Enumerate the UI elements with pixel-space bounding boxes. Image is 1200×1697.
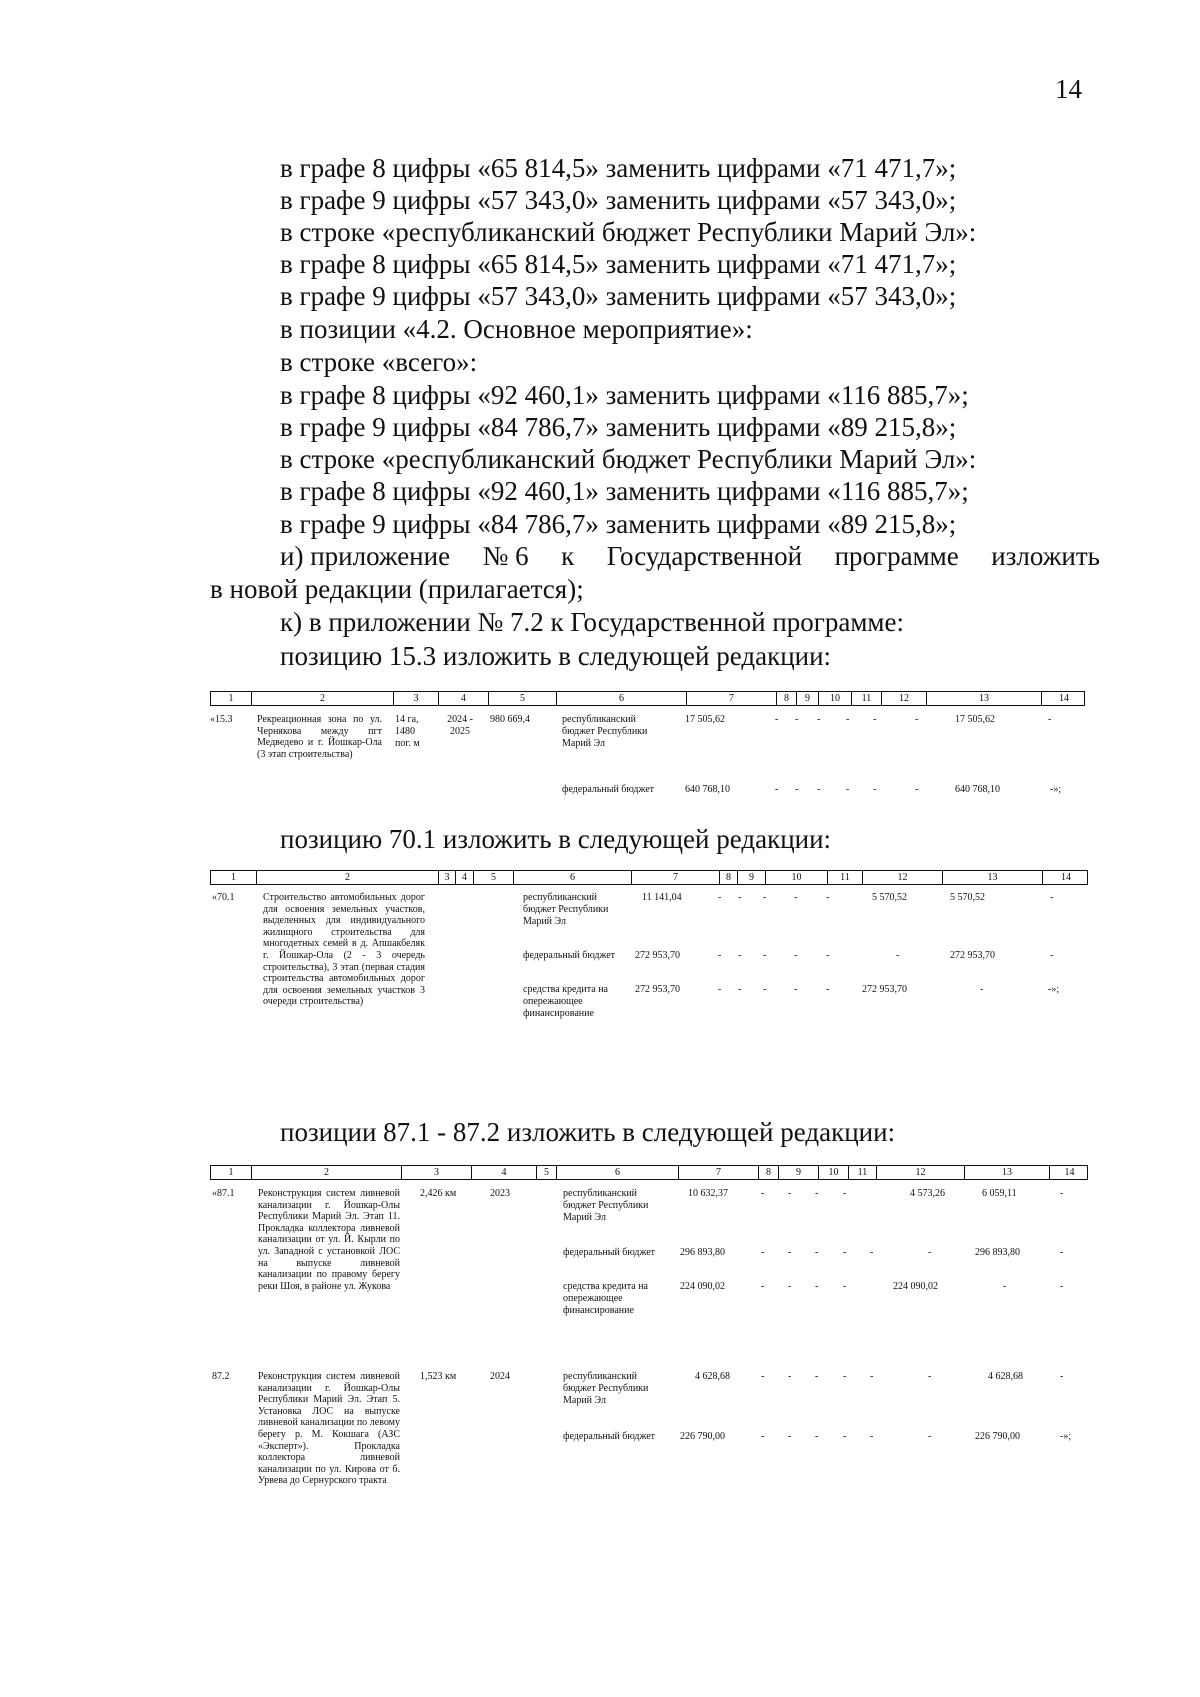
dash: - [817,714,821,725]
column-number: 6 [513,871,631,884]
value-col14: - [1050,950,1054,961]
dash: - [775,784,779,795]
funding-source: республиканский бюджет Республики Марий Эл [563,1371,649,1406]
column-number: 14 [1042,871,1089,884]
dash: - [794,892,798,903]
dash: - [788,1431,792,1442]
dash: - [795,784,799,795]
column-number: 7 [686,692,776,705]
dash: - [794,984,798,995]
column-number: 12 [862,871,942,884]
value-col12: 5 570,52 [872,892,907,903]
dash: - [843,1188,847,1199]
dash: - [846,714,850,725]
dash: - [843,1247,847,1258]
position-number: «15.3 [210,714,233,725]
item-k: к) в приложении № 7.2 к Государственной программе: [280,607,904,637]
dash: - [815,1247,819,1258]
value-col14: -»; [1048,984,1060,995]
section-heading: позицию 70.1 изложить в следующей редакции: [280,824,832,854]
section-heading: позиции 87.1 - 87.2 изложить в следующей редакции: [280,1117,896,1147]
dash: - [788,1247,792,1258]
value-col13: 640 768,10 [955,784,1000,795]
column-number: 14 [1041,692,1086,705]
dash: - [763,950,767,961]
paragraph: в позиции «4.2. Основное мероприятие»: [280,314,753,344]
funding-source: республиканский бюджет Республики Марий Эл [562,714,648,749]
table-header [210,870,1088,885]
value-col14: - [1048,714,1052,725]
value-col7: 17 505,62 [685,714,725,725]
paragraph: в графе 8 цифры «92 460,1» заменить цифрами «116 885,7»; [280,476,969,506]
item-i-continuation: в новой редакции (прилагается); [210,574,584,604]
funding-source: федеральный бюджет [563,1431,656,1442]
paragraph: в графе 8 цифры «65 814,5» заменить цифрами «71 471,7»; [280,153,957,183]
column-number: 1 [228,693,234,704]
value-col12: - [928,1431,932,1442]
dash: - [915,714,919,725]
column-number: 14 [1049,1166,1089,1179]
value-col13: 6 059,11 [982,1188,1017,1199]
years: 2023 [490,1188,510,1199]
column-number: 10 [818,692,851,705]
column-number: 1 [231,872,236,883]
item-i-word: Государственной [606,541,803,571]
dash: - [826,892,830,903]
column-number: 13 [926,692,1041,705]
column-number: 9 [796,692,818,705]
column-number: 12 [876,1166,964,1179]
value-col13: 4 628,68 [988,1371,1023,1382]
dash: - [795,714,799,725]
dash: - [815,1371,819,1382]
years: 2024 [490,1371,510,1382]
paragraph: в строке «республиканский бюджет Республики Марий Эл»: [280,444,977,474]
column-number: 10 [818,1166,848,1179]
column-number: 8 [758,1166,778,1179]
value-col14: - [1060,1188,1064,1199]
value-col14: - [1060,1371,1064,1382]
paragraph: в графе 9 цифры «84 786,7» заменить цифрами «89 215,8»; [280,509,957,539]
dash: - [873,714,877,725]
value-col12: - [928,1247,932,1258]
value-col7: 11 141,04 [642,892,682,903]
column-number: 11 [848,1166,876,1179]
funding-source: республиканский бюджет Республики Марий Эл [563,1188,649,1223]
dash: - [763,892,767,903]
column-number: 8 [719,871,737,884]
value-col13: 5 570,52 [950,892,985,903]
column-number: 11 [827,871,862,884]
value-col7: 226 790,00 [680,1431,725,1442]
column-number: 2 [251,692,393,705]
table-position-15-3 [210,691,1085,811]
column-number: 2 [256,871,438,884]
dash: - [738,984,742,995]
value-col13: 17 505,62 [955,714,995,725]
dash: - [843,1431,847,1442]
dash: - [738,950,742,961]
dash: - [718,984,722,995]
object-description: Реконструкция систем ливневой канализации г. Йошкар-Олы Республики Марий Эл. Этап 11. Прокладка коллектора ливневой канализации от ул. Й. Кырли по ул. Западной с установкой ЛОС на выпуске ливневой канализации по правому берегу реки Шоя, в районе ул. Жукова [258,1188,400,1292]
value-col12: 272 953,70 [862,984,907,995]
value-col13: - [980,984,984,995]
column-number: 13 [942,871,1042,884]
value-col12: - [896,950,900,961]
dash: - [870,1247,874,1258]
funding-source: республиканский бюджет Республики Марий Эл [523,892,609,927]
paragraph: в графе 9 цифры «57 343,0» заменить цифрами «57 343,0»; [280,281,957,311]
funding-source: средства кредита на опережающее финансирование [523,984,608,1019]
dash: - [788,1371,792,1382]
item-i-line [280,540,1100,572]
dash: - [870,1431,874,1442]
value-col12: 224 090,02 [893,1281,938,1292]
column-number: 4 [455,871,473,884]
dash: - [761,1247,765,1258]
dash: - [761,1188,765,1199]
position-number: «70.1 [212,892,235,903]
value-col14: -»; [1050,784,1062,795]
column-number: 6 [556,692,686,705]
column-number: 7 [678,1166,758,1179]
column-number: 10 [765,871,827,884]
dash: - [794,950,798,961]
value-col13: 296 893,80 [975,1247,1020,1258]
dash: - [761,1431,765,1442]
column-number: 8 [776,692,796,705]
column-number: 9 [737,871,765,884]
capacity: 1,523 км [420,1371,457,1382]
column-number: 6 [556,1166,678,1179]
column-number: 9 [778,1166,818,1179]
value-col13: - [1003,1281,1007,1292]
funding-source: федеральный бюджет [563,1247,656,1258]
column-number: 4 [438,692,488,705]
dash: - [826,984,830,995]
dash: - [843,1371,847,1382]
dash: - [761,1371,765,1382]
dash: - [843,1281,847,1292]
item-i-word: № 6 [482,541,529,571]
column-number: 5 [536,1166,556,1179]
position-number: 87.2 [212,1371,230,1382]
column-number: 7 [631,871,719,884]
funding-source: средства кредита на опережающее финансирование [563,1281,648,1316]
dash: - [788,1188,792,1199]
dash: - [738,892,742,903]
value-col14: -»; [1060,1431,1072,1442]
column-number: 5 [488,692,556,705]
dash: - [718,950,722,961]
dash: - [826,950,830,961]
paragraph: в строке «всего»: [280,347,478,377]
value-col14: - [1060,1247,1064,1258]
table-positions-87 [210,1165,1088,1565]
paragraph: в графе 9 цифры «84 786,7» заменить цифрами «89 215,8»; [280,412,957,442]
estimated-cost: 980 669,4 [490,714,530,725]
value-col12: - [928,1371,932,1382]
column-number: 4 [471,1166,536,1179]
paragraph: в графе 9 цифры «57 343,0» заменить цифрами «57 343,0»; [280,185,957,215]
section-heading: позицию 15.3 изложить в следующей редакции: [280,641,832,671]
dash: - [815,1281,819,1292]
column-number: 13 [964,1166,1049,1179]
paragraph: в графе 8 цифры «92 460,1» заменить цифрами «116 885,7»; [280,380,969,410]
dash: - [775,714,779,725]
dash: - [817,784,821,795]
column-number: 1 [228,1167,234,1178]
value-col14: - [1050,892,1054,903]
value-col7: 4 628,68 [695,1371,730,1382]
value-col12: 4 573,26 [910,1188,945,1199]
column-number: 3 [438,871,455,884]
dash: - [763,984,767,995]
column-number: 3 [393,692,438,705]
value-col7: 640 768,10 [685,784,730,795]
funding-source: федеральный бюджет [562,784,655,795]
value-col7: 224 090,02 [680,1281,725,1292]
item-i-word: изложить [991,541,1100,571]
capacity: 2,426 км [420,1188,457,1199]
dash: - [915,784,919,795]
dash: - [815,1431,819,1442]
object-description: Рекреационная зона по ул. Чернякова между пгт Медведево и г. Йошкар-Ола (3 этап строительства) [257,714,382,760]
column-number: 12 [881,692,926,705]
object-description: Реконструкция систем ливневой канализации г. Йошкар-Олы Республики Марий Эл. Этап 5. Установка ЛОС на выпуске ливневой канализации по левому берегу р. М. Кокшага (АЗС «Эксперт»). Прокладка коллектора ливневой канализации по ул. Кирова от б. Урвева до Сернурского тракта [258,1371,400,1487]
position-number: «87.1 [212,1188,235,1199]
dash: - [873,784,877,795]
dash: - [761,1281,765,1292]
dash: - [846,784,850,795]
value-col7: 272 953,70 [635,984,680,995]
column-number: 2 [251,1166,401,1179]
value-col7: 10 632,37 [688,1188,728,1199]
dash: - [718,892,722,903]
column-number: 3 [401,1166,471,1179]
table-position-70-1 [210,870,1088,1110]
dash: - [788,1281,792,1292]
value-col13: 226 790,00 [975,1431,1020,1442]
page-number: 14 [1055,74,1082,104]
column-number: 11 [851,692,881,705]
capacity: 14 га, 1480 пог. м [395,714,420,749]
value-col13: 272 953,70 [950,950,995,961]
paragraph: в строке «республиканский бюджет Республики Марий Эл»: [280,217,977,247]
item-i-word: программе [834,541,959,571]
table-header [210,691,1085,706]
value-col14: - [1060,1281,1064,1292]
table-header [210,1165,1088,1180]
dash: - [815,1188,819,1199]
years: 2024 - 2025 [447,714,473,737]
column-number: 5 [473,871,513,884]
item-i-word: к [561,541,575,571]
dash: - [870,1371,874,1382]
paragraph: в графе 8 цифры «65 814,5» заменить цифрами «71 471,7»; [280,249,957,279]
object-description: Строительство автомобильных дорог для освоения земельных участков, выделенных для индивидуального жилищного строительства для многодетных семей в д. Апшакбеляк г. Йошкар-Ола (2 - 3 очередь строительства), 3 этап (первая стадия строительства автомобильных дорог для освоения земельных участков 3 очереди строительства) [263,892,425,1008]
value-col7: 296 893,80 [680,1247,725,1258]
value-col7: 272 953,70 [635,950,680,961]
funding-source: федеральный бюджет [523,950,616,961]
item-i-word: и) приложение [280,541,451,571]
